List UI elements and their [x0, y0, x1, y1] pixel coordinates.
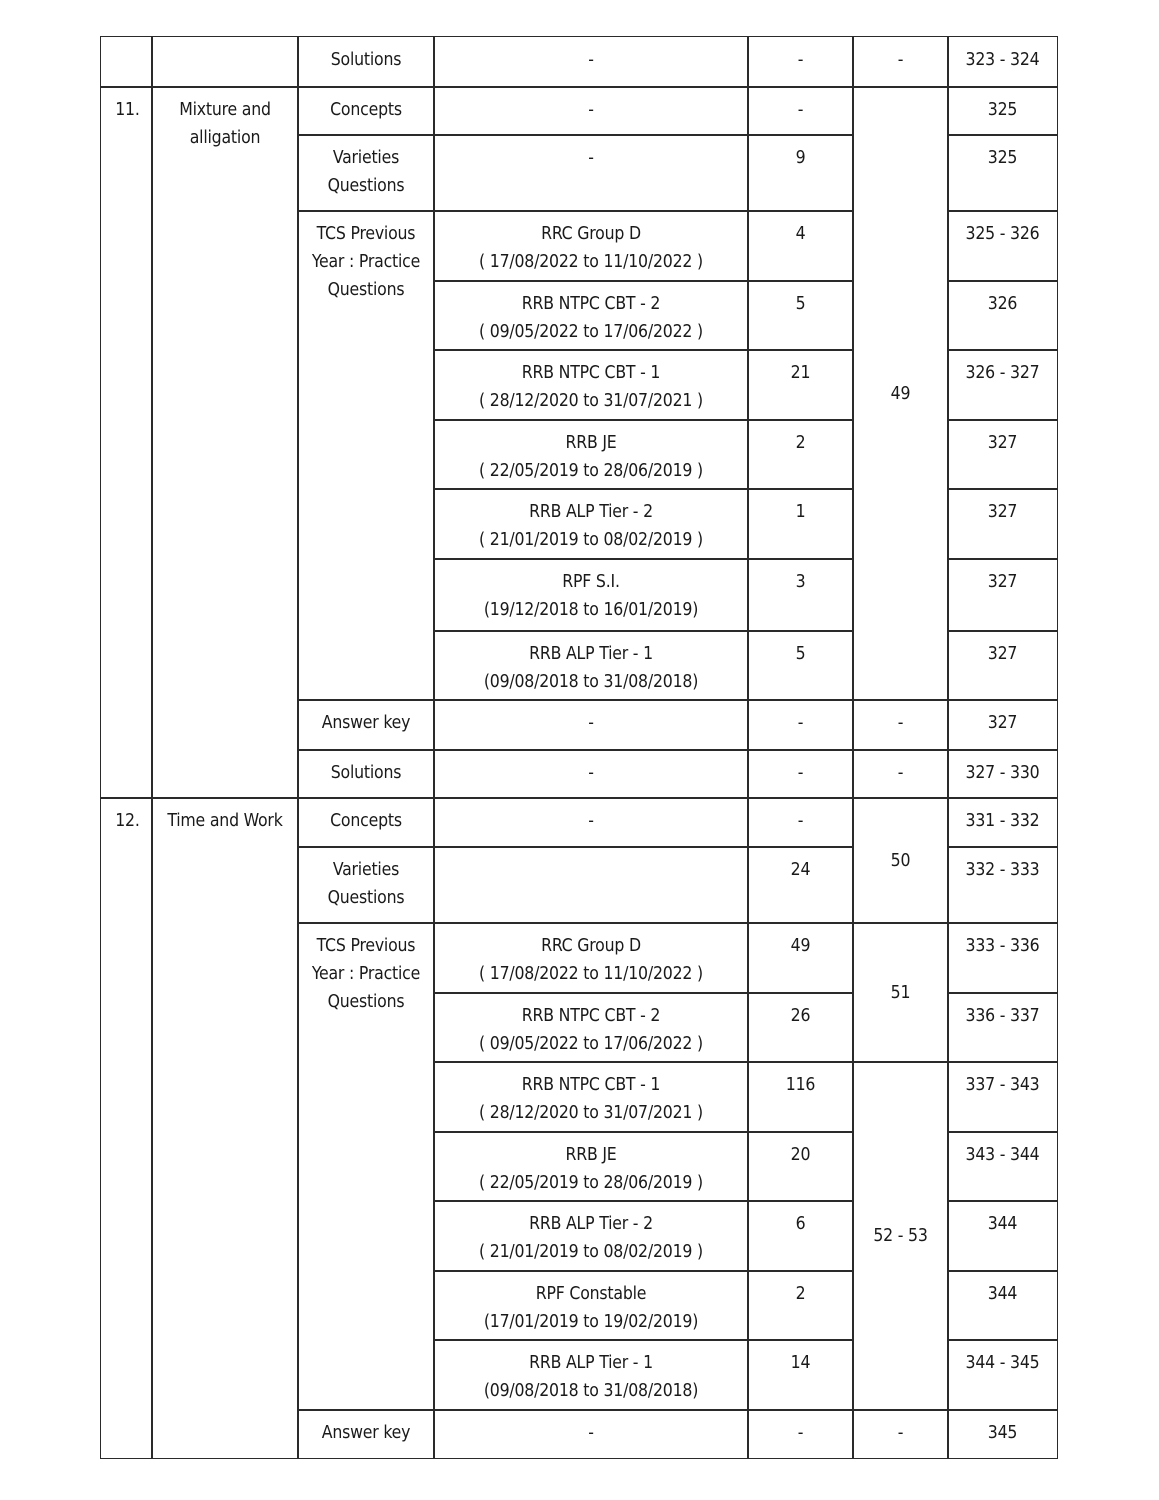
questions-count-cell: [747, 630, 854, 701]
cell-text-line: Varieties: [332, 860, 400, 881]
cell-text-line: 336 - 337: [965, 1006, 1040, 1027]
video-no-cell: [852, 36, 949, 88]
cell-text-line: ( 17/08/2022 to 11/10/2022 ): [479, 964, 703, 985]
cell-text-line: (17/01/2019 to 19/02/2019): [483, 1312, 699, 1333]
cell-text-line: Mixture and: [179, 100, 271, 121]
cell-text-line: -: [588, 811, 594, 832]
cell-text-line: (19/12/2018 to 16/01/2019): [483, 600, 699, 621]
section-cell: [297, 210, 435, 701]
cell-text-line: 2: [795, 433, 806, 454]
exam-cell: [433, 280, 749, 351]
cell-text-line: 4: [795, 224, 806, 245]
cell-text-line: Concepts: [330, 811, 402, 832]
exam-cell: [433, 630, 749, 701]
cell-text-line: 325: [987, 148, 1018, 169]
topic-cell: [151, 797, 299, 1459]
exam-cell: [433, 699, 749, 751]
cell-text-line: -: [588, 763, 594, 784]
page-range-cell: [947, 1270, 1058, 1341]
cell-text-line: 49: [790, 936, 811, 957]
questions-count-cell: [747, 1131, 854, 1202]
cell-text-line: 21: [790, 363, 811, 384]
video-no-cell: [852, 797, 949, 924]
cell-text-line: ( 21/01/2019 to 08/02/2019 ): [479, 530, 703, 551]
video-no-cell: [852, 749, 949, 799]
cell-text-line: ( 17/08/2022 to 11/10/2022 ): [479, 252, 703, 273]
page-range-cell: [947, 1131, 1058, 1202]
questions-count-cell: [747, 134, 854, 212]
questions-count-cell: [747, 86, 854, 136]
video-no-cell: [852, 922, 949, 1063]
cell-text-line: ( 28/12/2020 to 31/07/2021 ): [479, 391, 703, 412]
cell-text-line: 5: [795, 644, 806, 665]
cell-text-line: 3: [795, 572, 806, 593]
exam-cell: [433, 1200, 749, 1272]
serial-no-cell: [100, 36, 153, 88]
cell-text-line: -: [897, 50, 904, 71]
cell-text-line: ( 22/05/2019 to 28/06/2019 ): [479, 1173, 703, 1194]
cell-text-line: 323 - 324: [965, 50, 1040, 71]
questions-count-cell: [747, 419, 854, 490]
cell-text-line: Questions: [327, 176, 405, 197]
cell-text-line: Varieties: [332, 148, 400, 169]
page-range-cell: [947, 846, 1058, 924]
cell-text-line: Year : Practice: [311, 252, 421, 273]
exam-cell: [433, 797, 749, 848]
cell-text-line: TCS Previous: [316, 224, 416, 245]
page-range-cell: [947, 1409, 1058, 1459]
page-range-cell: [947, 36, 1058, 88]
cell-text-line: 327: [987, 433, 1018, 454]
cell-text-line: 12.: [115, 811, 140, 832]
cell-text-line: ( 21/01/2019 to 08/02/2019 ): [479, 1242, 703, 1263]
cell-text-line: Time and Work: [167, 811, 283, 832]
page-range-cell: [947, 419, 1058, 490]
page-range-cell: [947, 922, 1058, 994]
cell-text-line: Questions: [327, 992, 405, 1013]
cell-text-line: 327: [987, 502, 1018, 523]
cell-text-line: 9: [795, 148, 806, 169]
cell-text-line: 26: [790, 1006, 811, 1027]
exam-cell: [433, 992, 749, 1063]
cell-text-line: Answer key: [321, 713, 411, 734]
cell-text-line: RRC Group D: [541, 936, 641, 957]
cell-text-line: -: [797, 713, 804, 734]
questions-count-cell: [747, 1061, 854, 1133]
cell-text-line: 325 - 326: [965, 224, 1040, 245]
cell-text-line: 2: [795, 1284, 806, 1305]
cell-text-line: RRB NTPC CBT - 2: [521, 1006, 661, 1027]
topic-cell: [151, 36, 299, 88]
cell-text-line: Solutions: [330, 50, 402, 71]
section-cell: [297, 1409, 435, 1459]
section-cell: [297, 922, 435, 1411]
page-range-cell: [947, 1339, 1058, 1411]
cell-text-line: 331 - 332: [965, 811, 1040, 832]
cell-text-line: -: [897, 713, 904, 734]
cell-text-line: 337 - 343: [965, 1075, 1040, 1096]
exam-cell: [433, 349, 749, 421]
questions-count-cell: [747, 749, 854, 799]
cell-text-line: TCS Previous: [316, 936, 416, 957]
video-no-cell: [852, 699, 949, 751]
cell-text-line: -: [588, 1423, 594, 1444]
page-range-cell: [947, 992, 1058, 1063]
section-cell: [297, 846, 435, 924]
cell-text-line: RRB ALP Tier - 2: [529, 502, 653, 523]
questions-count-cell: [747, 846, 854, 924]
cell-text-line: 332 - 333: [965, 860, 1040, 881]
cell-text-line: RPF S.I.: [562, 572, 620, 593]
cell-text-line: 345: [987, 1423, 1018, 1444]
cell-text-line: 343 - 344: [965, 1145, 1040, 1166]
page-range-cell: [947, 749, 1058, 799]
page-range-cell: [947, 134, 1058, 212]
questions-count-cell: [747, 349, 854, 421]
page-range-cell: [947, 210, 1058, 282]
cell-text-line: RRB ALP Tier - 1: [529, 644, 653, 665]
video-no-cell: [852, 86, 949, 701]
questions-count-cell: [747, 1409, 854, 1459]
exam-cell: [433, 36, 749, 88]
cell-text-line: ( 22/05/2019 to 28/06/2019 ): [479, 461, 703, 482]
questions-count-cell: [747, 210, 854, 282]
cell-text-line: 344 - 345: [965, 1353, 1040, 1374]
video-no-cell: [852, 1061, 949, 1411]
exam-cell: [433, 1131, 749, 1202]
questions-count-cell: [747, 797, 854, 848]
cell-text-line: 1: [795, 502, 806, 523]
cell-text-line: RRB JE: [565, 1145, 617, 1166]
cell-text-line: -: [897, 1423, 904, 1444]
cell-text-line: -: [588, 713, 594, 734]
questions-count-cell: [747, 1339, 854, 1411]
cell-text-line: 344: [987, 1284, 1018, 1305]
page-range-cell: [947, 797, 1058, 848]
cell-text-line: -: [588, 100, 594, 121]
cell-text-line: Year : Practice: [311, 964, 421, 985]
cell-text-line: 327: [987, 713, 1018, 734]
questions-count-cell: [747, 922, 854, 994]
cell-text-line: Answer key: [321, 1423, 411, 1444]
exam-cell: [433, 1339, 749, 1411]
page-range-cell: [947, 280, 1058, 351]
cell-text-line: -: [897, 763, 904, 784]
cell-text-line: Questions: [327, 888, 405, 909]
cell-text-line: 333 - 336: [965, 936, 1040, 957]
exam-cell: [433, 134, 749, 212]
cell-text-line: 116: [785, 1075, 816, 1096]
section-cell: [297, 86, 435, 136]
questions-count-cell: [747, 280, 854, 351]
cell-text-line: 327 - 330: [965, 763, 1040, 784]
cell-text-line: -: [797, 100, 804, 121]
cell-text-line: 326: [987, 294, 1018, 315]
exam-cell: [433, 749, 749, 799]
section-cell: [297, 797, 435, 848]
cell-text-line: RPF Constable: [535, 1284, 647, 1305]
cell-text-line: 325: [987, 100, 1018, 121]
exam-cell: [433, 1270, 749, 1341]
cell-text-line: -: [797, 1423, 804, 1444]
cell-text-line: ( 09/05/2022 to 17/06/2022 ): [479, 322, 703, 343]
exam-cell: [433, 1409, 749, 1459]
page-range-cell: [947, 630, 1058, 701]
cell-text-line: -: [588, 148, 594, 169]
page-range-cell: [947, 699, 1058, 751]
exam-cell: [433, 86, 749, 136]
exam-cell: [433, 1061, 749, 1133]
cell-text-line: 24: [790, 860, 811, 881]
questions-count-cell: [747, 992, 854, 1063]
questions-count-cell: [747, 36, 854, 88]
section-cell: [297, 36, 435, 88]
questions-count-cell: [747, 558, 854, 632]
cell-text-line: 11.: [115, 100, 140, 121]
questions-count-cell: [747, 488, 854, 560]
page-range-cell: [947, 1061, 1058, 1133]
section-cell: [297, 749, 435, 799]
page-range-cell: [947, 1200, 1058, 1272]
cell-text-line: 50: [890, 850, 911, 871]
exam-cell: [433, 846, 749, 924]
cell-text-line: 14: [790, 1353, 811, 1374]
cell-text-line: 20: [790, 1145, 811, 1166]
topic-cell: [151, 86, 299, 799]
exam-cell: [433, 922, 749, 994]
cell-text-line: 327: [987, 572, 1018, 593]
cell-text-line: -: [797, 50, 804, 71]
serial-no-cell: [100, 797, 153, 1459]
cell-text-line: RRB JE: [565, 433, 617, 454]
cell-text-line: alligation: [189, 128, 261, 149]
exam-cell: [433, 558, 749, 632]
cell-text-line: 52 - 53: [873, 1226, 928, 1246]
questions-count-cell: [747, 1270, 854, 1341]
cell-text-line: 327: [987, 644, 1018, 665]
page-range-cell: [947, 558, 1058, 632]
serial-no-cell: [100, 86, 153, 799]
cell-text-line: Concepts: [330, 100, 402, 121]
questions-count-cell: [747, 1200, 854, 1272]
section-cell: [297, 699, 435, 751]
cell-text-line: ( 09/05/2022 to 17/06/2022 ): [479, 1034, 703, 1055]
cell-text-line: 344: [987, 1214, 1018, 1235]
page-range-cell: [947, 349, 1058, 421]
cell-text-line: 51: [890, 982, 911, 1003]
cell-text-line: Questions: [327, 280, 405, 301]
cell-text-line: 6: [795, 1214, 806, 1235]
cell-text-line: -: [797, 763, 804, 784]
cell-text-line: RRB NTPC CBT - 1: [521, 363, 661, 384]
exam-cell: [433, 488, 749, 560]
cell-text-line: 5: [795, 294, 806, 315]
exam-cell: [433, 210, 749, 282]
cell-text-line: RRC Group D: [541, 224, 641, 245]
cell-text-line: -: [588, 50, 594, 71]
cell-text-line: -: [797, 811, 804, 832]
exam-cell: [433, 419, 749, 490]
cell-text-line: 49: [890, 383, 911, 404]
questions-count-cell: [747, 699, 854, 751]
video-no-cell: [852, 1409, 949, 1459]
page-range-cell: [947, 86, 1058, 136]
section-cell: [297, 134, 435, 212]
cell-text-line: (09/08/2018 to 31/08/2018): [483, 672, 699, 693]
page-range-cell: [947, 488, 1058, 560]
cell-text-line: (09/08/2018 to 31/08/2018): [483, 1381, 699, 1402]
cell-text-line: 326 - 327: [965, 363, 1040, 384]
cell-text-line: ( 28/12/2020 to 31/07/2021 ): [479, 1103, 703, 1124]
cell-text-line: RRB ALP Tier - 1: [529, 1353, 653, 1374]
cell-text-line: RRB NTPC CBT - 1: [521, 1075, 661, 1096]
cell-text-line: RRB ALP Tier - 2: [529, 1214, 653, 1235]
cell-text-line: RRB NTPC CBT - 2: [521, 294, 661, 315]
cell-text-line: Solutions: [330, 763, 402, 784]
